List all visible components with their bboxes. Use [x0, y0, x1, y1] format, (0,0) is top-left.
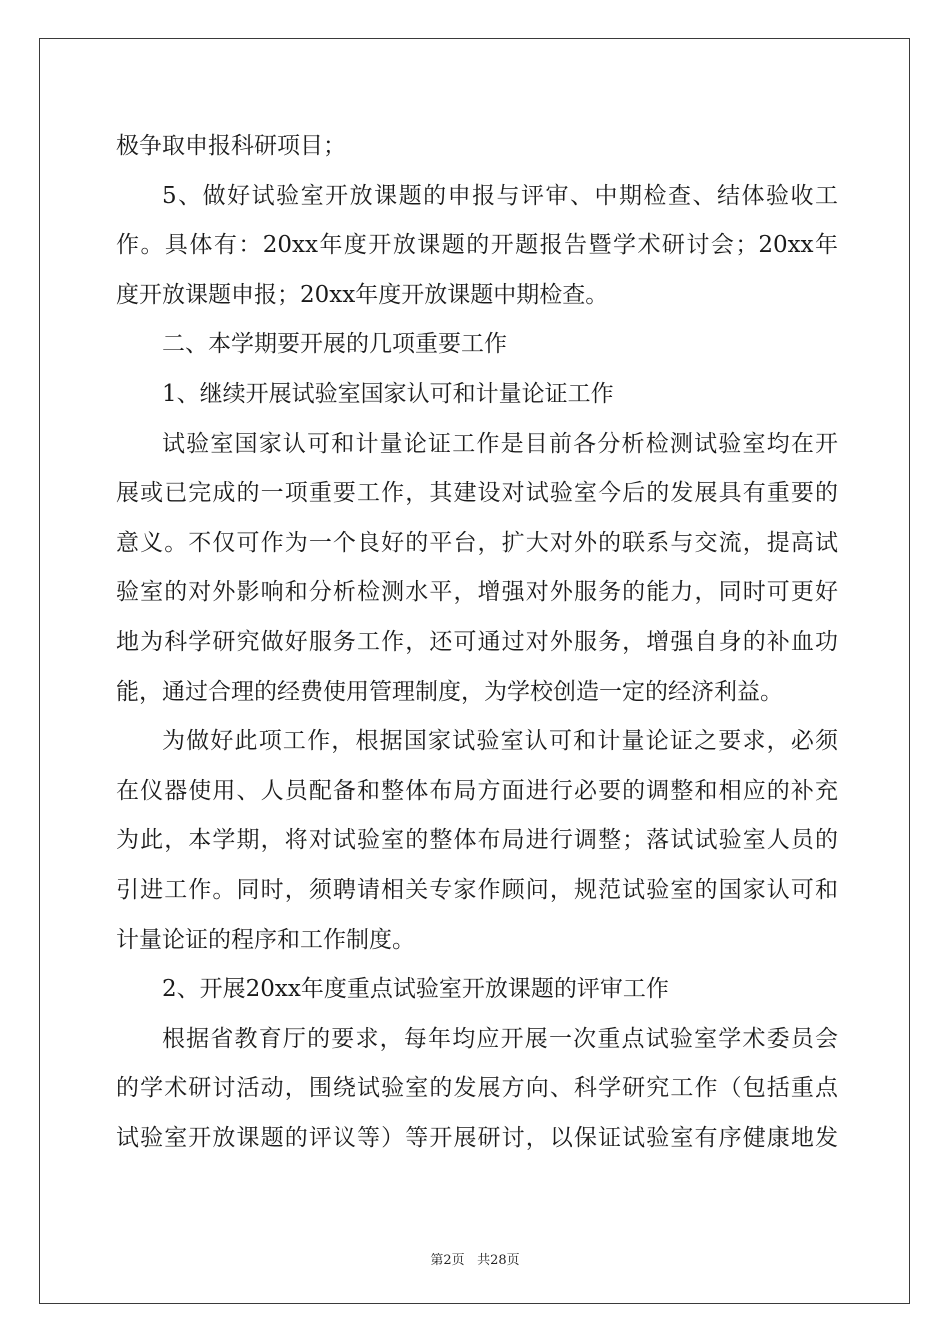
- page-number: 第2页: [430, 1253, 465, 1268]
- text-line: 试验室国家认可和计量论证工作是目前各分析检测试验室均在开: [162, 430, 838, 457]
- document-body: [116, 122, 838, 1163]
- text-line: 试验室开放课题的评议等）等开展研讨，以保证试验室有序健康地发: [116, 1124, 838, 1151]
- subsection-heading: 1、继续开展试验室国家认可和计量论证工作: [162, 380, 614, 407]
- text-line: 展或已完成的一项重要工作，其建设对试验室今后的发展具有重要的: [116, 480, 838, 507]
- text-line: 为做好此项工作，根据国家试验室认可和计量论证之要求，必须: [162, 728, 838, 755]
- text-line: 引进工作。同时，须聘请相关专家作顾问，规范试验室的国家认可和: [116, 876, 838, 903]
- text-line: 作。具体有：20xx年度开放课题的开题报告暨学术研讨会；20xx年: [116, 232, 838, 259]
- subsection-heading: 2、开展20xx年度重点试验室开放课题的评审工作: [162, 976, 669, 1003]
- section-heading: 二、本学期要开展的几项重要工作: [162, 331, 507, 358]
- text-line: 验室的对外影响和分析检测水平，增强对外服务的能力，同时可更好: [116, 579, 838, 606]
- text-line: 意义。不仅可作为一个良好的平台，扩大对外的联系与交流，提高试: [116, 529, 838, 556]
- text-line: 的学术研讨活动，围绕试验室的发展方向、科学研究工作（包括重点: [116, 1075, 838, 1102]
- text-line: 根据省教育厅的要求，每年均应开展一次重点试验室学术委员会: [162, 1025, 838, 1052]
- text-line: 计量论证的程序和工作制度。: [116, 926, 415, 953]
- page-footer: [0, 1249, 950, 1268]
- text-line: 能，通过合理的经费使用管理制度，为学校创造一定的经济利益。: [116, 678, 783, 705]
- page-total: 共28页: [477, 1253, 520, 1268]
- text-line: 5、做好试验室开放课题的申报与评审、中期检查、结体验收工: [162, 182, 838, 209]
- text-line: 为此，本学期，将对试验室的整体布局进行调整；落试试验室人员的: [116, 827, 838, 854]
- text-line: 在仪器使用、人员配备和整体布局方面进行必要的调整和相应的补充: [116, 777, 838, 804]
- text-line: 度开放课题申报；20xx年度开放课题中期检查。: [116, 281, 609, 308]
- text-line: 地为科学研究做好服务工作，还可通过对外服务，增强自身的补血功: [116, 628, 838, 655]
- text-line: 极争取申报科研项目；: [116, 133, 346, 159]
